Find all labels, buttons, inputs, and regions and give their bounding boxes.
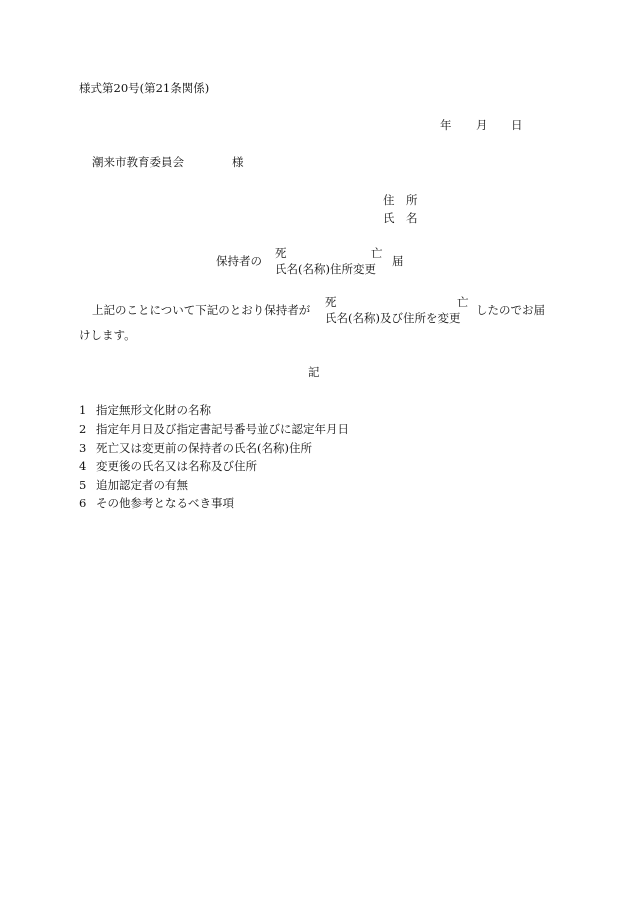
list-item-number: 5 xyxy=(79,478,87,492)
title-option-death-left: 死 xyxy=(275,246,287,260)
list-item xyxy=(79,405,211,417)
date-day-label: 日 xyxy=(511,118,523,132)
applicant-name-label: 氏 名 xyxy=(383,211,418,225)
list-item xyxy=(79,498,234,510)
list-item-text: 変更後の氏名又は名称及び住所 xyxy=(96,459,257,473)
list-item-number: 1 xyxy=(79,403,87,417)
list-item-text: 追加認定者の有無 xyxy=(96,478,188,492)
addressee-honorific: 様 xyxy=(232,155,244,169)
date-year-label: 年 xyxy=(440,118,452,132)
list-item-number: 3 xyxy=(79,441,87,455)
body-line1-start: 上記のことについて下記のとおり保持者が xyxy=(92,303,311,317)
body-option-death-left: 死 xyxy=(325,295,337,309)
list-item-text: その他参考となるべき事項 xyxy=(96,496,234,510)
list-item xyxy=(79,443,312,455)
list-item-number: 6 xyxy=(79,496,87,510)
body-option-death-right: 亡 xyxy=(457,295,469,309)
list-item xyxy=(79,461,257,473)
date-month-label: 月 xyxy=(476,118,488,132)
title-option-death-right: 亡 xyxy=(371,246,383,260)
form-number: 様式第20号(第21条関係) xyxy=(79,81,210,95)
addressee-name: 潮来市教育委員会 xyxy=(92,155,184,169)
body-line1-end: したのでお届 xyxy=(476,303,545,317)
applicant-address-label: 住 所 xyxy=(383,193,418,207)
list-item-text: 指定年月日及び指定書記号番号並びに認定年月日 xyxy=(96,422,349,436)
title-suffix: 届 xyxy=(392,254,404,268)
title-option-change: 氏名(名称)住所変更 xyxy=(275,262,376,276)
title-option-stack xyxy=(275,248,387,278)
list-item xyxy=(79,424,349,436)
title-prefix: 保持者の xyxy=(216,254,262,268)
list-item-number: 4 xyxy=(79,459,87,473)
list-item-text: 指定無形文化財の名称 xyxy=(96,403,211,417)
body-line2: けします。 xyxy=(79,328,136,342)
body-option-stack xyxy=(325,297,475,327)
list-item-text: 死亡又は変更前の保持者の氏名(名称)住所 xyxy=(96,441,312,455)
list-item xyxy=(79,480,188,492)
list-item-number: 2 xyxy=(79,422,87,436)
body-option-change: 氏名(名称)及び住所を変更 xyxy=(325,311,461,325)
ki-heading: 記 xyxy=(308,365,320,379)
